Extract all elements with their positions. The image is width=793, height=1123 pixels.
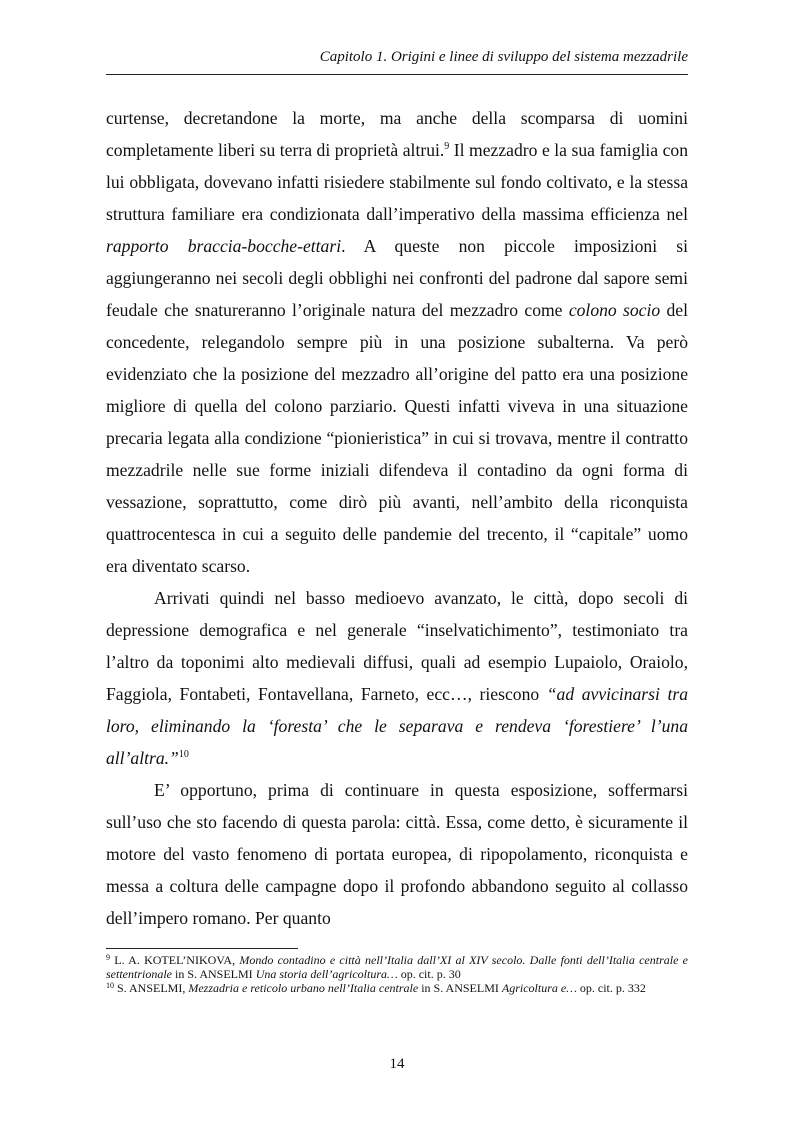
footnote-ref[interactable]: 10 (178, 749, 189, 760)
header-rule (106, 74, 688, 75)
page-number: 14 (389, 1056, 405, 1072)
text-run: del concedente, relegandolo sempre più in una posizione subalterna. Va però evidenziato che la posizione del mezzadro all’origine del patto era una posizione migliore di quella del colono parziario. Questi infatti viveva in una situazione precaria legata alla condizione “pionieristica” in cui si trovava, mentre il contratto mezzadrile nelle sue forme iniziali difendeva il contadino da ogni forma di vessazione, soprattutto, come dirò più avanti, nell’ambito della riconquista quattrocentesca in cui a seguito delle pandemie del trecento, il “capitale” uomo era diventato scarso. (106, 300, 688, 576)
italic-title: Mondo contadino e città nell’Italia dall’XI al XIV secolo. Dalle fonti dell’Italia centrale e settentrionale (106, 953, 688, 981)
footnote-number: 9 (106, 953, 110, 962)
footnote-rule (106, 948, 298, 949)
italic-term: rapporto braccia-bocche-ettari (106, 236, 342, 256)
text-run: . A queste non piccole imposizioni si aggiungeranno nei secoli degli obblighi nei confronti del padrone dal sapore semi feudale che snatureranno l’originale natura del mezzadro come (106, 236, 688, 320)
text-run: in S. ANSELMI (172, 967, 256, 981)
paragraph (106, 774, 688, 934)
italic-term: colono socio (568, 300, 661, 320)
italic-title: Una storia dell’agricoltura… (255, 967, 398, 981)
italic-title: Agricoltura e… (501, 981, 577, 995)
italic-quote: “ad avvicinarsi tra loro, eliminando la ‘foresta’ che le separava e rendeva ‘forestiere’ l’una all’altra.” (106, 684, 688, 768)
text-run: L. A. KOTEL’NIKOVA, (110, 953, 240, 967)
footnote (106, 953, 688, 981)
text-run: curtense, decretandone la morte, ma anche della scomparsa di uomini completamente liberi su terra di proprietà altrui. (106, 108, 688, 160)
footnote-number: 10 (106, 981, 114, 990)
text-run: op. cit. p. 332 (576, 981, 646, 995)
body-text (106, 102, 688, 934)
paragraph (106, 582, 688, 774)
text-run: Arrivati quindi nel basso medioevo avanzato, le città, dopo secoli di depressione demografica e nel generale “inselvatichimento”, testimoniato tra l’altro da toponimi alto medievali diffusi, quali ad esempio Lupaiolo, Oraiolo, Faggiola, Fontabeti, Fontavellana, Farneto, ecc…, riescono (106, 588, 688, 704)
paragraph (106, 102, 688, 582)
text-run: in S. ANSELMI (418, 981, 502, 995)
text-run: Il mezzadro e la sua famiglia con lui obbligata, dovevano infatti risiedere stabilmente sul fondo coltivato, e la stessa struttura familiare era condizionata dall’imperativo della massima efficienza nel (106, 140, 688, 224)
italic-title: Mezzadria e reticolo urbano nell’Italia centrale (188, 981, 419, 995)
footnote (106, 981, 688, 995)
running-header: Capitolo 1. Origini e linee di sviluppo del sistema mezzadrile (319, 49, 688, 65)
footnote-ref[interactable]: 9 (444, 141, 450, 152)
text-run: E’ opportuno, prima di continuare in questa esposizione, soffermarsi sull’uso che sto facendo di questa parola: città. Essa, come detto, è sicuramente il motore del vasto fenomeno di portata europea, di ripopolamento, riconquista e messa a coltura delle campagne dopo il profondo abbandono seguito al collasso dell’impero romano. Per quanto (106, 780, 688, 928)
text-run: op. cit. p. 30 (397, 967, 461, 981)
text-run: S. ANSELMI, (114, 981, 189, 995)
footnotes (106, 953, 688, 995)
